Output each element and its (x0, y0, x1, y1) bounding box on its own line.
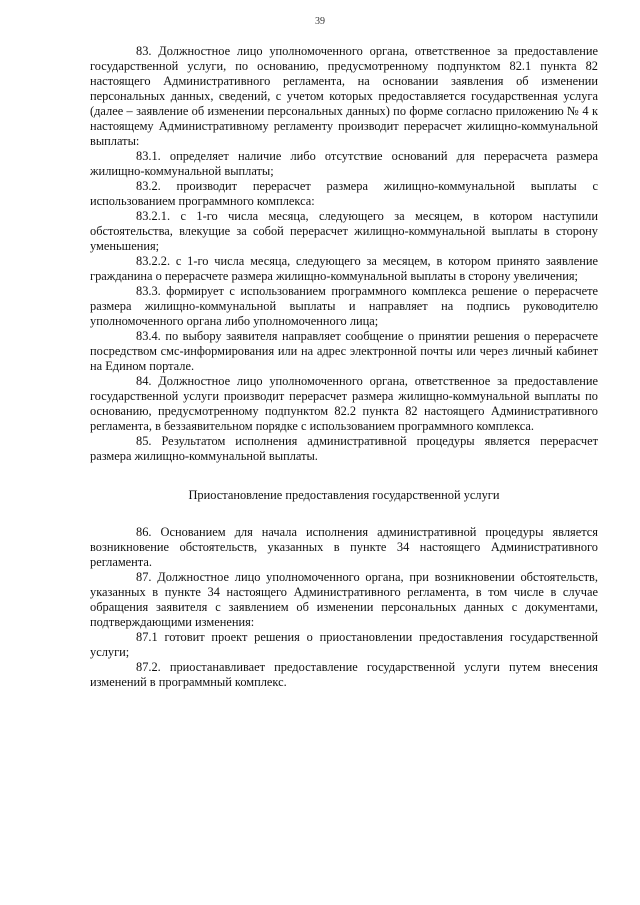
paragraph-83-2-1: 83.2.1. с 1-го числа месяца, следующего за месяцем, в котором наступили обстоятельства, влекущие за собой перерасчет жилищно-коммунальной выплаты в сторону уменьшения; (90, 209, 598, 253)
paragraph-84: 84. Должностное лицо уполномоченного органа, ответственное за предоставление государственной услуги производит перерасчет размера жилищно-коммунальной выплаты по основанию, предусмотренному подпунктом 82.2 пункта 82 настоящего Административного регламента, в беззаявительном порядке с использованием программного комплекса. (90, 374, 598, 433)
paragraph-83-3: 83.3. формирует с использованием программного комплекса решение о перерасчете размера жилищно-коммунальной выплаты и направляет на подпись руководителю уполномоченного органа либо уполномоченного лица; (90, 284, 598, 328)
paragraph-83-2-2: 83.2.2. с 1-го числа месяца, следующего за месяцем, в котором принято заявление гражданина о перерасчете размера жилищно-коммунальной выплаты в сторону увеличения; (90, 254, 598, 283)
paragraph-86: 86. Основанием для начала исполнения административной процедуры является возникновение обстоятельств, указанных в пункте 34 настоящего Административного регламента. (90, 525, 598, 569)
paragraph-87-2: 87.2. приостанавливает предоставление государственной услуги путем внесения изменений в программный комплекс. (90, 660, 598, 689)
page-number: 39 (315, 16, 325, 27)
paragraph-83-2: 83.2. производит перерасчет размера жилищно-коммунальной выплаты с использованием программного комплекса: (90, 179, 598, 208)
paragraph-83: 83. Должностное лицо уполномоченного органа, ответственное за предоставление государственной услуги, по основанию, предусмотренному подпунктом 82.1 пункта 82 настоящего Административного регламента, на основании заявления об изменении персональных данных, сведений, с учетом которых предоставляется государственная услуга (далее – заявление об изменении персональных данных) по форме согласно приложению № 4 к настоящему Административному регламенту производит перерасчет жилищно-коммунальной выплаты: (90, 44, 598, 148)
paragraph-87-1: 87.1 готовит проект решения о приостановлении предоставления государственной услуги; (90, 630, 598, 659)
paragraph-85: 85. Результатом исполнения административной процедуры является перерасчет размера жилищно-коммунальной выплаты. (90, 434, 598, 463)
paragraph-87: 87. Должностное лицо уполномоченного органа, при возникновении обстоятельств, указанных в пункте 34 настоящего Административного регламента, в том числе в случае обращения заявителя с заявлением об изменении персональных данных с документами, подтверждающими изменения: (90, 570, 598, 629)
page-content (90, 44, 598, 690)
paragraph-83-4: 83.4. по выбору заявителя направляет сообщение о принятии решения о перерасчете посредством смс-информирования или на адрес электронной почты или через личный кабинет на Едином портале. (90, 329, 598, 373)
paragraph-83-1: 83.1. определяет наличие либо отсутствие оснований для перерасчета размера жилищно-коммунальной выплаты; (90, 149, 598, 178)
section-title: Приостановление предоставления государственной услуги (188, 488, 500, 502)
